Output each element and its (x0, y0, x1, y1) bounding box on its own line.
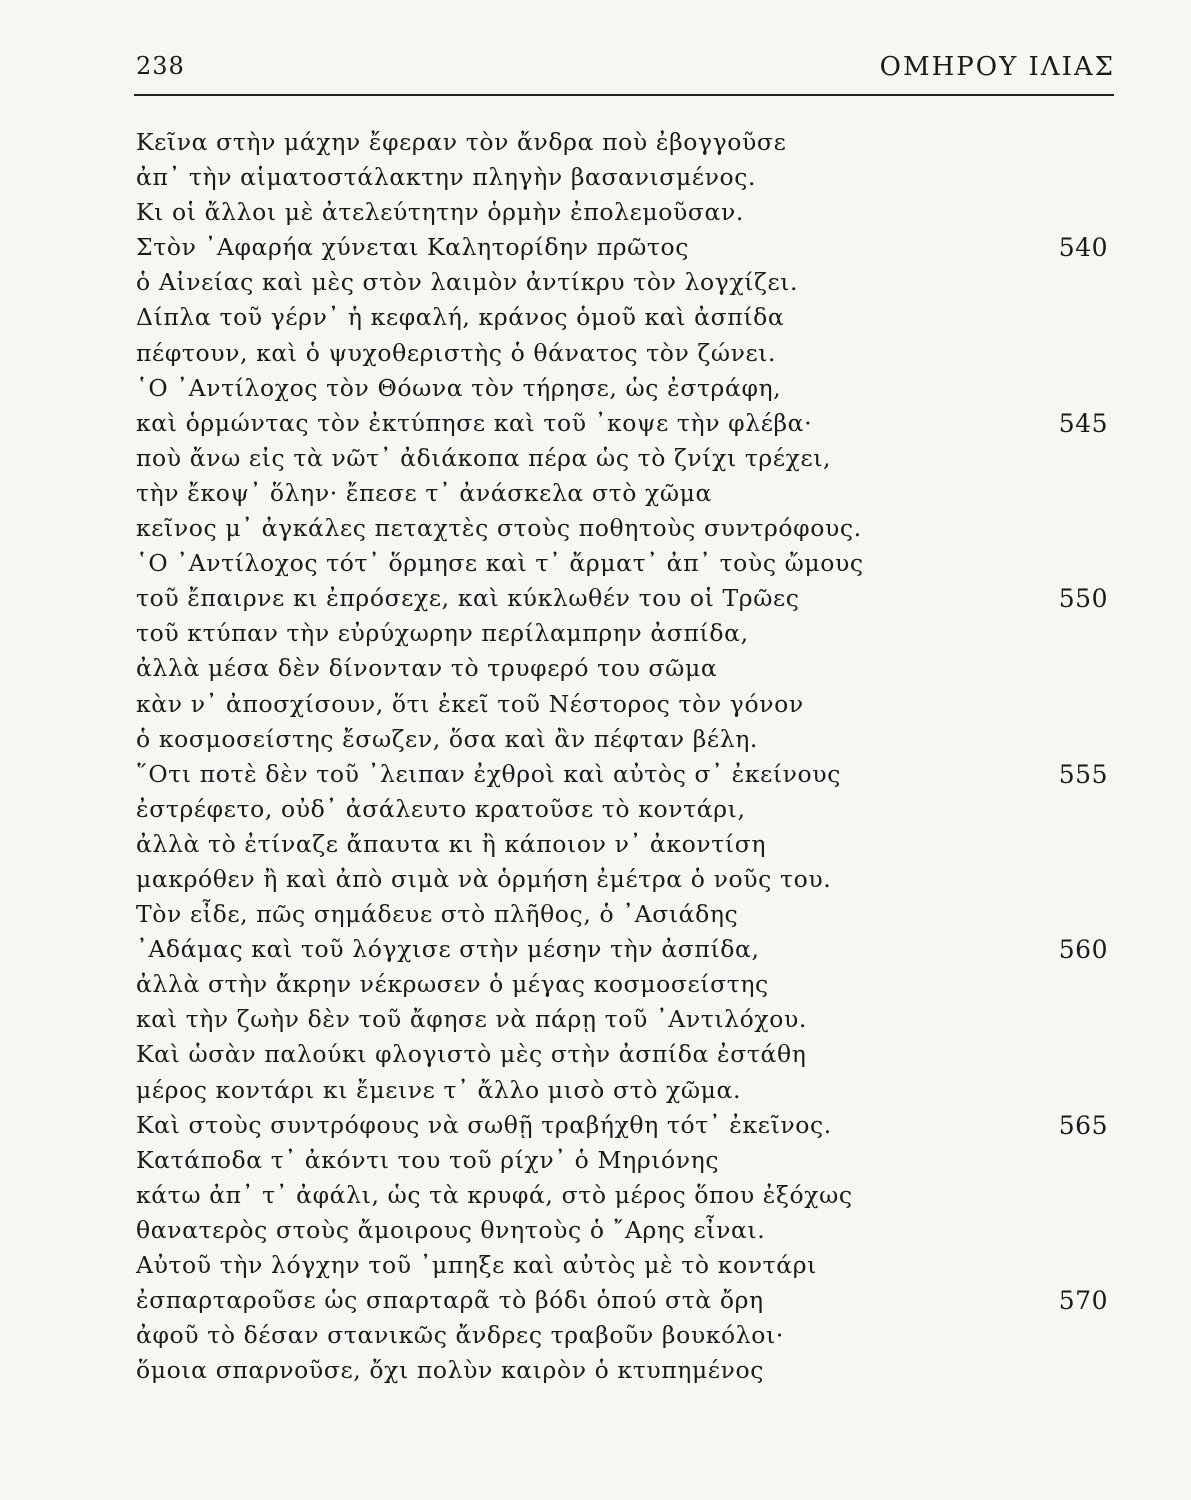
verse-text: τοῦ κτύπαν τὴν εὐρύχωρην περίλαμπρην ἀσπίδα, (136, 619, 749, 648)
verse-line (136, 967, 1116, 1002)
verse-line (136, 546, 1116, 581)
verse-text: ὁ κοσμοσείστης ἔσωζεν, ὅσα καὶ ἂν πέφταν βέλη. (136, 724, 758, 753)
verse-line (136, 1073, 1116, 1108)
verse-line (136, 300, 1116, 335)
verse-line (136, 1002, 1116, 1037)
header-rule (134, 94, 1114, 96)
verse-text: ῾Ο ᾿Αντίλοχος τότ᾿ ὅρμησε καὶ τ᾿ ἄρματ᾿ ἀπ᾿ τοὺς ὤμους (136, 549, 864, 578)
page-number: 238 (136, 52, 185, 80)
verse-text: Δίπλα τοῦ γέρν᾿ ἡ κεφαλή, κράνος ὁμοῦ καὶ ἀσπίδα (136, 303, 785, 332)
verse-line (136, 406, 1116, 441)
verse-line (136, 722, 1116, 757)
verse-line (136, 371, 1116, 406)
verse-text: Κι οἱ ἄλλοι μὲ ἀτελεύτητην ὁρμὴν ἐπολεμοῦσαν. (136, 198, 744, 227)
verse-line (136, 792, 1116, 827)
verse-line (136, 1318, 1116, 1353)
verse-line (136, 476, 1116, 511)
verse-text: Καὶ ὡσὰν παλούκι φλογιστὸ μὲς στὴν ἀσπίδα ἐστάθη (136, 1040, 807, 1069)
verse-line (136, 195, 1116, 230)
verse-line (136, 230, 1116, 265)
verse-line (136, 1213, 1116, 1248)
verse-text: θανατερὸς στοὺς ἄμοιρους θνητοὺς ὁ ῎Αρης εἶναι. (136, 1215, 766, 1244)
verse-line (136, 125, 1116, 160)
verse-line (136, 687, 1116, 722)
verse-line (136, 581, 1116, 616)
verse-text: κεῖνος μ᾿ ἀγκάλες πεταχτὲς στοὺς ποθητοὺς συντρόφους. (136, 514, 862, 543)
verse-text: πέφτουν, καὶ ὁ ψυχοθεριστὴς ὁ θάνατος τὸν ζώνει. (136, 338, 777, 367)
verse-line (136, 757, 1116, 792)
verse-line (136, 1353, 1116, 1388)
verse-text: τοῦ ἔπαιρνε κι ἐπρόσεχε, καὶ κύκλωθέν του οἱ Τρῶες (136, 584, 800, 613)
verse-body (136, 125, 1116, 1388)
verse-line (136, 1037, 1116, 1072)
verse-text: μακρόθεν ἢ καὶ ἀπὸ σιμὰ νὰ ὁρμήση ἐμέτρα ὁ νοῦς του. (136, 864, 832, 893)
verse-line (136, 265, 1116, 300)
verse-text: Αὐτοῦ τὴν λόγχην τοῦ ᾿μπηξε καὶ αὐτὸς μὲ τὸ κοντάρι (136, 1251, 817, 1279)
line-number: 540 (1058, 233, 1108, 263)
verse-line (136, 1143, 1116, 1178)
line-number: 555 (1058, 759, 1108, 789)
verse-text: καὶ τὴν ζωὴν δὲν τοῦ ἄφησε νὰ πάρῃ τοῦ ᾿Αντιλόχου. (136, 1005, 807, 1034)
verse-text: ἀλλὰ μέσα δὲν δίνονταν τὸ τρυφερό του σῶμα (136, 654, 718, 683)
verse-text: ᾿Αδάμας καὶ τοῦ λόγχισε στὴν μέσην τὴν ἀσπίδα, (136, 935, 760, 964)
line-number: 560 (1058, 935, 1108, 965)
verse-text: ἀλλὰ στὴν ἄκρην νέκρωσεν ὁ μέγας κοσμοσείστης (136, 970, 769, 999)
verse-text: ἐστρέφετο, οὐδ᾿ ἀσάλευτο κρατοῦσε τὸ κοντάρι, (136, 794, 746, 823)
verse-text: ῞Οτι ποτὲ δὲν τοῦ ᾿λειπαν ἐχθροὶ καὶ αὐτὸς σ᾿ ἐκείνους (136, 759, 841, 788)
line-number: 570 (1058, 1286, 1108, 1316)
verse-line (136, 616, 1116, 651)
verse-line (136, 932, 1116, 967)
verse-text: ῾Ο ᾿Αντίλοχος τὸν Θόωνα τὸν τήρησε, ὡς ἐστράφη, (136, 373, 782, 402)
verse-line (136, 441, 1116, 476)
line-number: 550 (1058, 584, 1108, 614)
verse-line (136, 1108, 1116, 1143)
verse-text: ποὺ ἄνω εἰς τὰ νῶτ᾿ ἀδιάκοπα πέρα ὡς τὸ ζνίχι τρέχει, (136, 443, 832, 472)
line-number: 565 (1058, 1110, 1108, 1140)
verse-text: ἀπ᾿ τὴν αἱματοστάλακτην πληγὴν βασανισμένος. (136, 163, 757, 192)
line-number: 545 (1058, 408, 1108, 438)
verse-line (136, 1283, 1116, 1318)
verse-text: ἀφοῦ τὸ δέσαν στανικῶς ἄνδρες τραβοῦν βουκόλοι· (136, 1321, 784, 1350)
verse-text: μέρος κοντάρι κι ἔμεινε τ᾿ ἄλλο μισὸ στὸ χῶμα. (136, 1075, 742, 1104)
verse-line (136, 651, 1116, 686)
verse-text: ἀλλὰ τὸ ἐτίναζε ἄπαυτα κι ἢ κάποιον ν᾿ ἀκοντίση (136, 829, 767, 858)
verse-line (136, 160, 1116, 195)
verse-line (136, 862, 1116, 897)
verse-text: Στὸν ᾿Αφαρήα χύνεται Καλητορίδην πρῶτος (136, 233, 690, 262)
verse-line (136, 1248, 1116, 1283)
verse-text: Κατάποδα τ᾿ ἀκόντι του τοῦ ρίχν᾿ ὁ Μηριόνης (136, 1145, 720, 1174)
verse-text: ἐσπαρταροῦσε ὡς σπαρταρᾶ τὸ βόδι ὁπού στὰ ὄρη (136, 1286, 764, 1315)
verse-text: κὰν ν᾿ ἀποσχίσουν, ὅτι ἐκεῖ τοῦ Νέστορος τὸν γόνον (136, 689, 804, 718)
verse-text: ὅμοια σπαρνοῦσε, ὄχι πολὺν καιρὸν ὁ κτυπημένος (136, 1356, 765, 1385)
running-title: ΟΜΗΡΟΥ ΙΛΙΑΣ (879, 52, 1115, 82)
verse-line (136, 897, 1116, 932)
verse-text: καὶ ὁρμώντας τὸν ἐκτύπησε καὶ τοῦ ᾿κοψε τὴν φλέβα· (136, 408, 813, 437)
verse-text: Κεῖνα στὴν μάχην ἔφεραν τὸν ἄνδρα ποὺ ἐβογγοῦσε (136, 128, 787, 156)
verse-text: Καὶ στοὺς συντρόφους νὰ σωθῇ τραβήχθη τότ᾿ ἐκεῖνος. (136, 1110, 832, 1139)
verse-text: Τὸν εἶδε, πῶς σημάδευε στὸ πλῆθος, ὁ ᾿Ασιάδης (136, 900, 739, 929)
verse-line (136, 827, 1116, 862)
verse-text: ὁ Αἰνείας καὶ μὲς στὸν λαιμὸν ἀντίκρυ τὸν λογχίζει. (136, 268, 799, 297)
verse-text: τὴν ἔκοψ᾿ ὅλην· ἔπεσε τ᾿ ἀνάσκελα στὸ χῶμα (136, 478, 712, 507)
verse-line (136, 1178, 1116, 1213)
verse-line (136, 336, 1116, 371)
verse-text: κάτω ἀπ᾿ τ᾿ ἀφάλι, ὡς τὰ κρυφά, στὸ μέρος ὅπου ἐξόχως (136, 1180, 853, 1209)
verse-line (136, 511, 1116, 546)
